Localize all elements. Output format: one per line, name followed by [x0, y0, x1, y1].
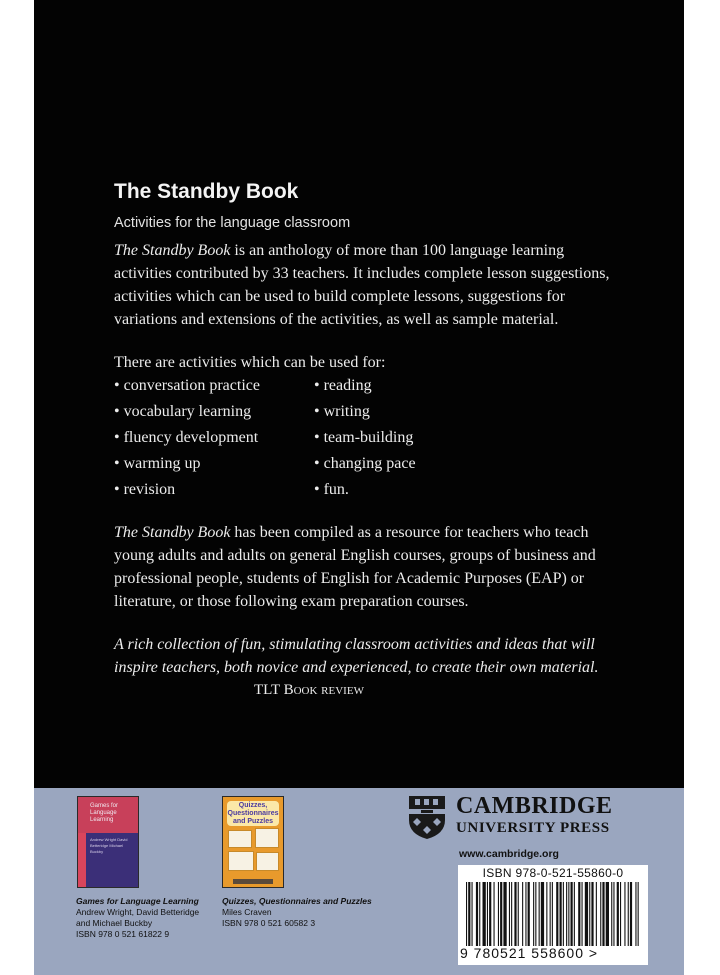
- barcode-digits: 9 780521 558600 >: [460, 945, 599, 961]
- activities-list: [114, 374, 614, 501]
- activities-intro: There are activities which can be used for:: [114, 354, 386, 371]
- audience-text: has been compiled as a resource for teachers who teach young adults and adults on general English courses, groups of business and professional people, students of English for Academic Purposes (EAP) or literature, or those following exam preparation courses.: [114, 524, 596, 610]
- barcode: [458, 865, 648, 965]
- related-book-info: [222, 896, 372, 929]
- university-crest-icon: [407, 794, 447, 840]
- review-label: Book review: [283, 682, 364, 698]
- related-book-authors: and Michael Buckby: [76, 918, 153, 928]
- related-book-cover: [222, 796, 284, 888]
- review-attribution: [254, 679, 614, 702]
- book-title: The Standby Book: [114, 180, 299, 203]
- barcode-bars: [464, 882, 642, 946]
- publisher-logo: [456, 794, 613, 837]
- related-cover-authors: Andrew Wright David Betteridge Michael Buckby: [90, 837, 128, 854]
- related-cover-title: Quizzes, Questionnaires and Puzzles: [227, 802, 279, 825]
- description-paragraph: [114, 239, 614, 331]
- activity-item: • vocabulary learning: [114, 403, 252, 420]
- publisher-subname: UNIVERSITY PRESS: [456, 820, 610, 836]
- book-title-inline: The Standby Book: [114, 242, 231, 259]
- review-quote: A rich collection of fun, stimulating classroom activities and ideas that will inspire teachers, both novice and experienced, to create their own material.: [114, 636, 599, 676]
- related-book-title: Games for Language Learning: [76, 896, 199, 906]
- book-title-inline: The Standby Book: [114, 524, 231, 541]
- activity-item: • team-building: [314, 429, 414, 446]
- publisher-name: CAMBRIDGE: [456, 793, 613, 819]
- publisher-website: www.cambridge.org: [459, 848, 559, 860]
- activity-item: • reading: [314, 377, 372, 394]
- book-subtitle: Activities for the language classroom: [114, 215, 351, 231]
- audience-paragraph: [114, 521, 614, 613]
- activity-item: • conversation practice: [114, 377, 260, 394]
- cover-text-block: [114, 178, 614, 702]
- activity-item: • warming up: [114, 455, 201, 472]
- related-book-cover: [77, 796, 139, 888]
- related-book-authors: Andrew Wright, David Betteridge: [76, 907, 200, 917]
- related-book-authors: Miles Craven: [222, 907, 272, 917]
- related-book-isbn: ISBN 978 0 521 60582 3: [222, 918, 316, 928]
- publisher-band: [34, 788, 684, 975]
- description-text: is an anthology of more than 100 language learning activities contributed by 33 teachers. It includes complete lesson suggestions, activities which can be used to build complete lessons, suggestions for variations and extensions of the activities, as well as sample material.: [114, 242, 610, 328]
- activity-item: • fluency development: [114, 429, 259, 446]
- activity-item: • writing: [314, 403, 370, 420]
- related-book-title: Quizzes, Questionnaires and Puzzles: [222, 896, 372, 906]
- related-book-isbn: ISBN 978 0 521 61822 9: [76, 929, 170, 939]
- related-cover-title: Games for Language Learning: [90, 803, 119, 823]
- review-source: TLT: [254, 682, 280, 698]
- barcode-isbn: ISBN 978-0-521-55860-0: [482, 866, 624, 880]
- activity-item: • revision: [114, 481, 176, 498]
- activity-item: • changing pace: [314, 455, 416, 472]
- back-cover: [34, 0, 684, 975]
- related-book-info: [76, 896, 199, 940]
- activity-item: • fun.: [314, 481, 349, 498]
